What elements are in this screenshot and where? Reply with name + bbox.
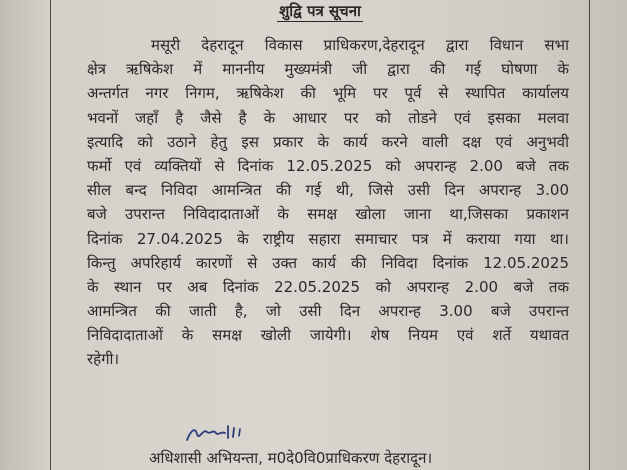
body-line: के स्थान पर अब दिनांक 22.05.2025 को अपरान्ह 2.00 बजे तक <box>87 277 569 296</box>
notice-heading <box>51 0 589 22</box>
body-line: सील बन्द निविदा आमन्त्रित की गई थी, जिसे उसी दिन अपरान्ह 3.00 <box>87 181 569 200</box>
body-line: दिनांक 27.04.2025 के राष्ट्रीय सहारा समाचार पत्र में कराया गया था। <box>87 229 569 248</box>
body-line: किन्तु अपरिहार्य कारणों से उक्त कार्य की निविदा दिनांक 12.05.2025 <box>87 253 569 272</box>
body-line: भवनों जहाँ है जैसे है के आधार पर को तोडने एवं इसका मलवा <box>87 108 569 127</box>
body-line: निविदादाताओं के समक्ष खोली जायेगी। शेष नियम एवं शर्ते यथावत <box>87 326 569 345</box>
notice-body <box>87 33 569 372</box>
body-line: आमन्त्रित की जाती है, जो उसी दिन अपरान्ह 3.00 बजे उपरान्त <box>87 302 569 321</box>
body-line: फर्मो एवं व्यक्तियों से दिनांक 12.05.2025 को अपरान्ह 2.00 बजे तक <box>87 156 569 175</box>
body-line: मसूरी देहरादून विकास प्राधिकरण,देहरादून द्वारा विधान सभा <box>151 36 569 54</box>
body-line: रहेगी। <box>87 350 120 369</box>
notice-document <box>50 0 590 470</box>
handwritten-signature <box>183 420 261 448</box>
signatory-designation: अधिशासी अभियन्ता, म0दे0वि0प्राधिकरण देहरादून। <box>149 449 433 467</box>
body-line: क्षेत्र ऋषिकेश में माननीय मुख्यमंत्री जी द्वारा की गई घोषणा के <box>87 60 569 79</box>
body-line: इत्यादि को उठाने हेतु इस प्रकार के कार्य करने वाली दक्ष एवं अनुभवी <box>87 132 569 151</box>
notice-title: शुद्वि पत्र सूचना <box>279 2 361 20</box>
body-line: अन्तर्गत नगर निगम, ऋषिकेश की भूमि पर पूर्व से स्थापित कार्यालय <box>87 84 569 103</box>
body-line: बजे उपरान्त निविदादाताओं के समक्ष खोला जाना था,जिसका प्रकाशन <box>87 205 569 224</box>
